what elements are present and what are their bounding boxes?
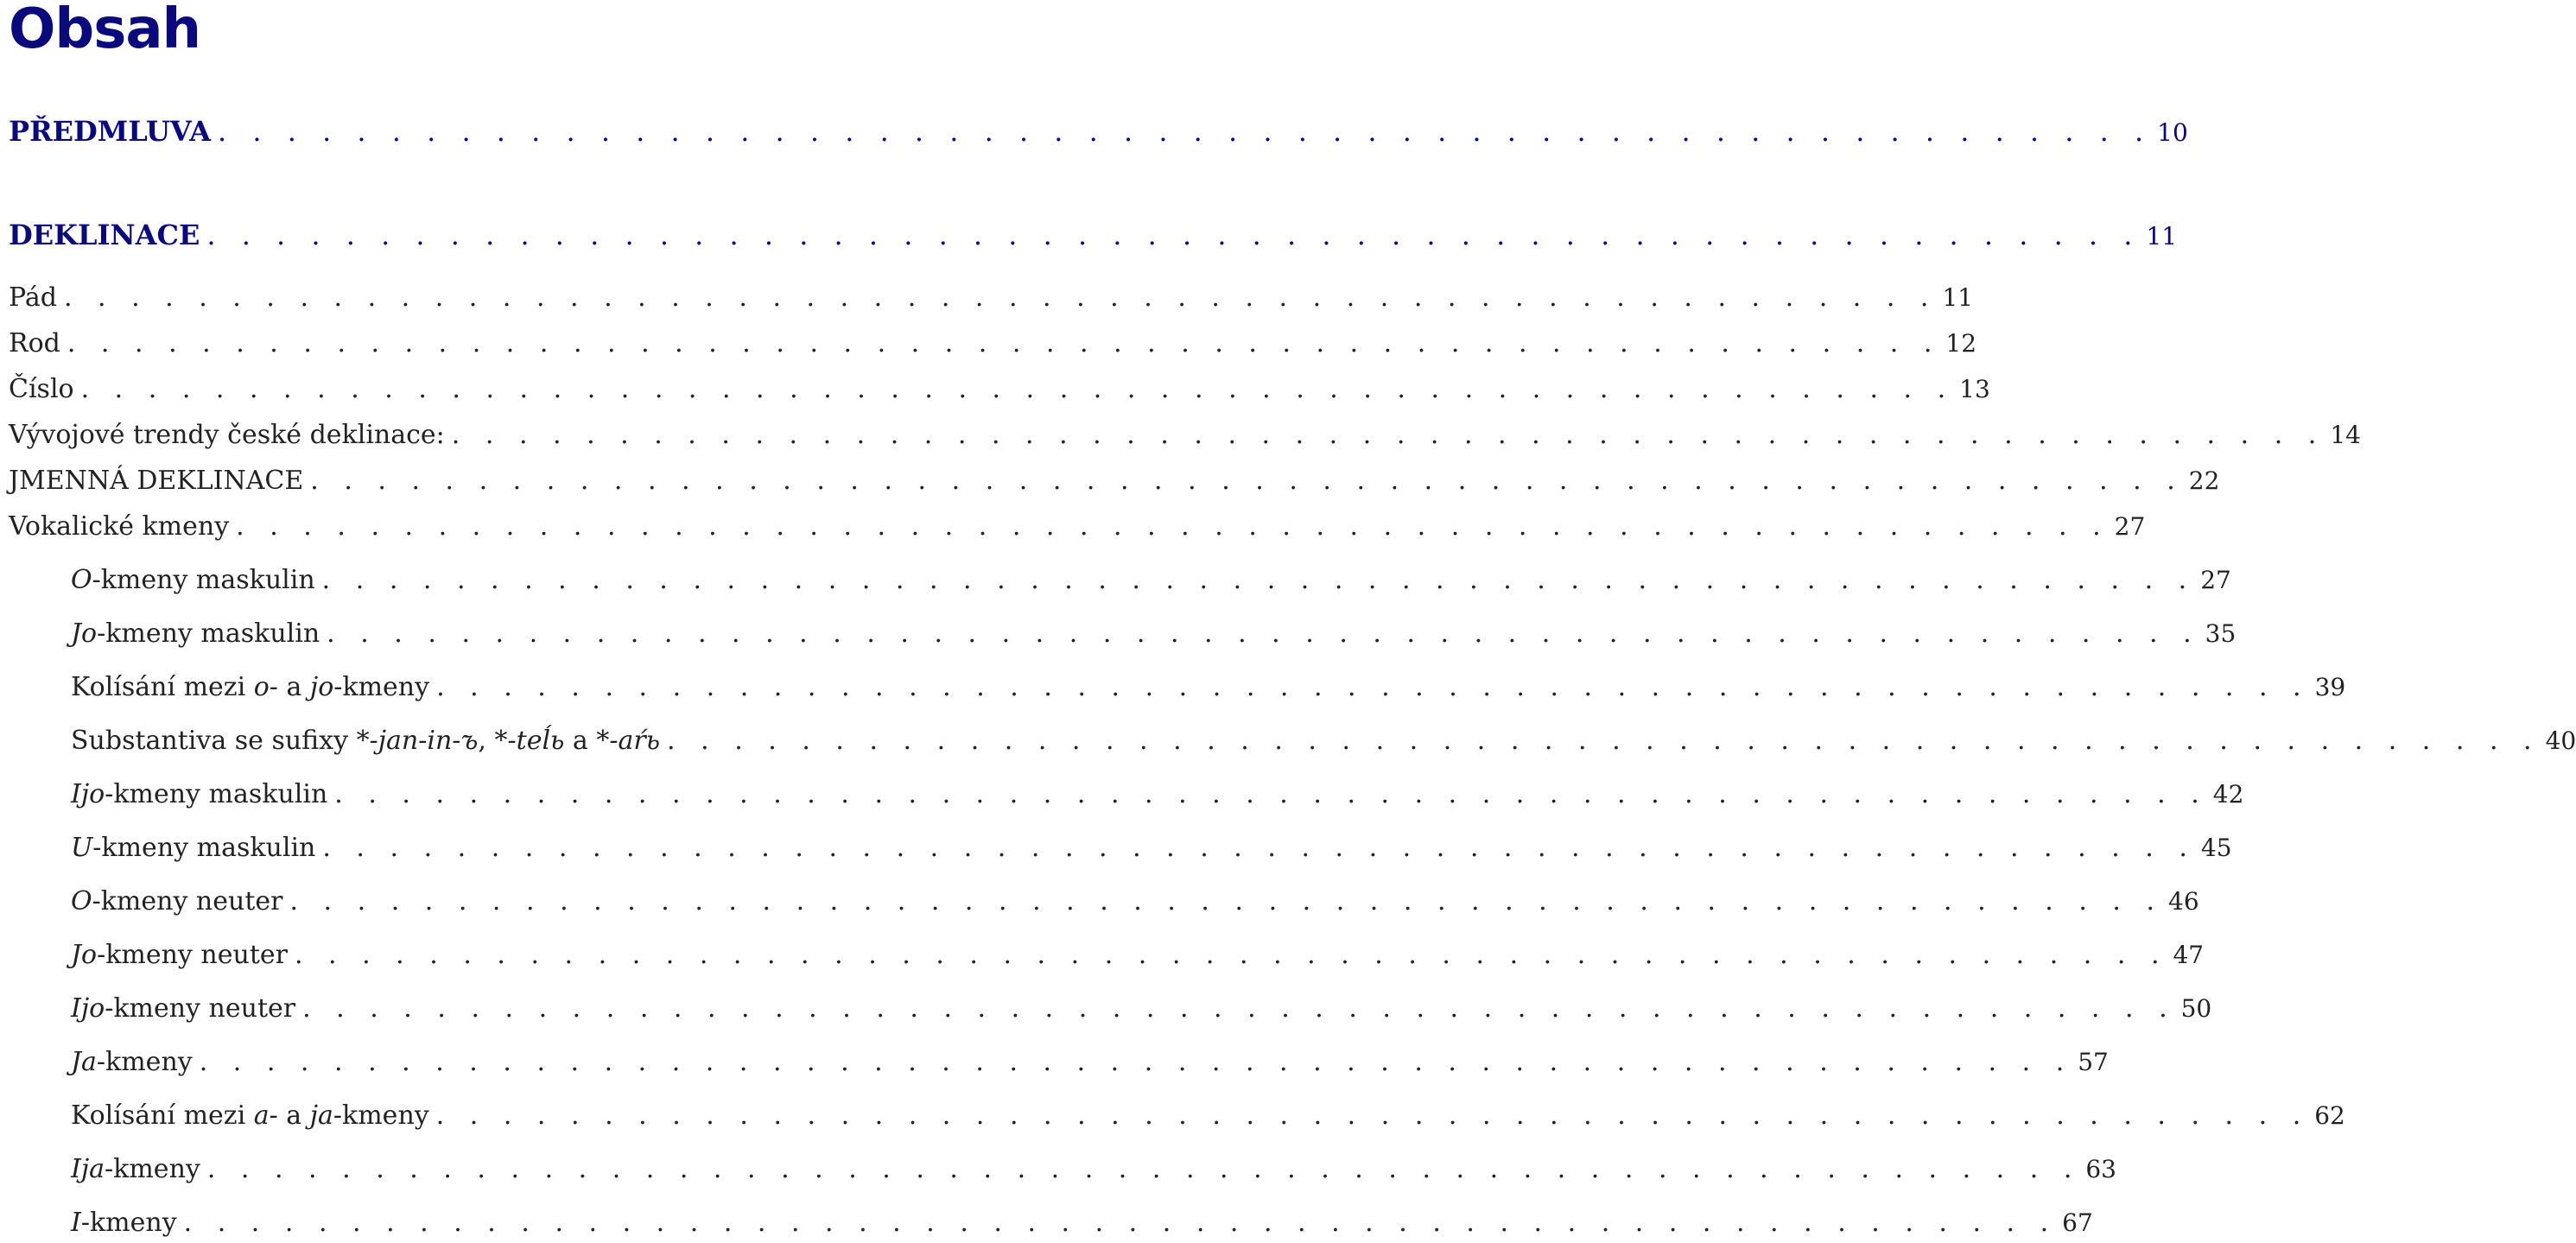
toc-leader: . . . . . . . . . . . . . . . . . . . . . . . . . . . . . . . . . . . . . . . . . . . . . . . . . . . . . . . .	[322, 833, 2196, 863]
toc-entry-ijo-kmeny-maskulin[interactable]	[71, 777, 2244, 812]
toc-label-text: Kolísání mezi	[71, 1100, 254, 1131]
toc-label-text: -kmeny neuter	[97, 940, 288, 970]
toc-page-number: 63	[2085, 1155, 2116, 1183]
toc-leader: . . . . . . . . . . . . . . . . . . . . . . . . . . . . . . . . . . . . . . . . . . . . . . . . . . . . . . . .	[199, 1047, 2073, 1077]
toc-label	[71, 1206, 177, 1240]
toc-leader: . . . . . . . . . . . . . . . . . . . . . . . . . . . . . . . . . . . . . . . . . . . . . . . . . . . . . . . .	[327, 618, 2200, 649]
toc-label-italic: I	[71, 1208, 81, 1238]
toc-label	[71, 992, 295, 1026]
toc-page-number: 45	[2200, 834, 2232, 862]
toc-label	[71, 938, 288, 973]
toc-entry-rod[interactable]	[9, 327, 1977, 361]
toc-label-text: -kmeny	[333, 672, 430, 702]
toc-label-text: -kmeny	[80, 1208, 177, 1238]
toc-label	[71, 563, 315, 598]
toc-label	[71, 1152, 200, 1187]
toc-label: PŘEDMLUVA	[9, 115, 212, 148]
toc-label-italic: Ijo	[71, 993, 105, 1024]
toc-page-number: 12	[1945, 329, 1977, 358]
toc-entry-kolisani-o-jo[interactable]	[71, 670, 2346, 705]
toc-entry-kolisani-a-ja[interactable]	[71, 1099, 2345, 1133]
toc-label	[71, 724, 660, 758]
toc-entry-pad[interactable]	[9, 281, 1974, 315]
toc-label-text: -kmeny	[105, 1154, 200, 1184]
toc-entry-o-kmeny-maskulin[interactable]	[71, 563, 2231, 598]
toc-leader: . . . . . . . . . . . . . . . . . . . . . . . . . . . . . . . . . . . . . . . . . . . . . . . . . . . . . . . .	[435, 1100, 2310, 1131]
toc-leader: . . . . . . . . . . . . . . . . . . . . . . . . . . . . . . . . . . . . . . . . . . . . . . . . . . . . . . . .	[63, 282, 1938, 313]
toc-label-italic: -aŕь	[609, 726, 661, 756]
toc-label	[71, 1099, 429, 1133]
toc-entry-jmenna-deklinace[interactable]	[9, 464, 2220, 498]
toc-label-text: Substantiva se sufixy *	[71, 726, 370, 756]
toc-label-italic: O	[71, 886, 92, 916]
toc-page-number: 22	[2188, 466, 2220, 495]
toc-page-number: 67	[2062, 1208, 2093, 1237]
toc-page-number: 57	[2078, 1048, 2109, 1076]
toc-label-text: -kmeny neuter	[105, 993, 296, 1024]
toc-label: DEKLINACE	[9, 219, 200, 251]
toc-label-text: -kmeny maskulin	[92, 565, 315, 595]
toc-label-text: - a	[269, 1100, 310, 1131]
toc-page-number: 10	[2157, 118, 2188, 147]
toc-label-text: -kmeny	[333, 1100, 429, 1131]
toc-label-italic: Ja	[71, 1047, 97, 1077]
toc-label: Pád	[9, 282, 57, 313]
toc-page-number: 62	[2314, 1101, 2345, 1130]
toc-label-text: -kmeny maskulin	[92, 833, 316, 863]
toc-leader: . . . . . . . . . . . . . . . . . . . . . . . . . . . . . . . . . . . . . . . . . . . . . . . . . . . . . . . .	[206, 1154, 2081, 1184]
toc-label-text: -kmeny maskulin	[97, 618, 320, 649]
toc-leader: . . . . . . . . . . . . . . . . . . . . . . . . . . . . . . . . . . . . . . . . . . . . . . . . . . . . . . . .	[334, 779, 2208, 809]
toc-label	[71, 831, 315, 866]
toc-label-text: , *	[478, 726, 508, 756]
toc-label-italic: Jo	[71, 940, 98, 970]
toc-leader: . . . . . . . . . . . . . . . . . . . . . . . . . . . . . . . . . . . . . . . . . . . . . . . . . . . . . . . .	[294, 940, 2168, 970]
toc-label-italic: Ijo	[71, 779, 105, 809]
toc-entry-substantiva-sufixy[interactable]	[71, 724, 2576, 758]
toc-leader: . . . . . . . . . . . . . . . . . . . . . . . . . . . . . . . . . . . . . . . . . . . . . . . . . . . . . . . .	[321, 565, 2196, 595]
toc-leader: . . . . . . . . . . . . . . . . . . . . . . . . . . . . . . . . . . . . . . . . . . . . . . . . . . . . . . . .	[67, 328, 1941, 358]
toc-label	[71, 1045, 193, 1080]
toc-label-italic: a	[253, 1100, 270, 1131]
toc-label-text: Kolísání mezi	[71, 672, 254, 702]
toc-leader: . . . . . . . . . . . . . . . . . . . . . . . . . . . . . . . . . . . . . . . . . . . . . . . . . . . . . . . .	[80, 374, 1955, 404]
toc-page-number: 27	[2114, 512, 2146, 541]
toc-label-italic: O	[71, 565, 92, 595]
toc-label-text: -kmeny neuter	[92, 886, 283, 916]
toc-entry-i-kmeny[interactable]	[71, 1206, 2093, 1240]
toc-label-italic: Ija	[71, 1154, 105, 1184]
toc-entry-predmluva[interactable]	[9, 114, 2188, 149]
toc-label: Vokalické kmeny	[9, 511, 230, 542]
toc-page-number: 50	[2180, 994, 2212, 1023]
toc-entry-jo-kmeny-neuter[interactable]	[71, 938, 2205, 973]
toc-page-number: 14	[2330, 421, 2361, 449]
toc-leader: . . . . . . . . . . . . . . . . . . . . . . . . . . . . . . . . . . . . . . . . . . . . . . . . . . . . . . . .	[451, 420, 2325, 450]
toc-page-number: 13	[1959, 375, 1990, 403]
toc-entry-ja-kmeny[interactable]	[71, 1045, 2109, 1080]
toc-label-text: - a	[269, 672, 310, 702]
toc-leader: . . . . . . . . . . . . . . . . . . . . . . . . . . . . . . . . . . . . . . . . . . . . . . . . . . . . . . . .	[206, 219, 2141, 251]
toc-label: JMENNÁ DEKLINACE	[9, 466, 304, 496]
toc-label	[71, 777, 327, 812]
toc-entry-ijo-kmeny-neuter[interactable]	[71, 992, 2212, 1026]
toc-label-italic: U	[71, 833, 93, 863]
toc-page-number: 47	[2173, 941, 2205, 969]
page-title: Obsah	[9, 0, 201, 61]
toc-page-number: 11	[2146, 222, 2178, 251]
toc-label	[71, 670, 429, 705]
toc-page-number: 11	[1942, 283, 1974, 312]
toc-entry-vokalicke-kmeny[interactable]	[9, 510, 2146, 544]
toc-leader: . . . . . . . . . . . . . . . . . . . . . . . . . . . . . . . . . . . . . . . . . . . . . . . . . . . . . . . .	[236, 511, 2110, 542]
toc-entry-u-kmeny-maskulin[interactable]	[71, 831, 2232, 866]
toc-entry-o-kmeny-neuter[interactable]	[71, 885, 2199, 919]
toc-leader: . . . . . . . . . . . . . . . . . . . . . . . . . . . . . . . . . . . . . . . . . . . . . . . . . . . . . . . .	[667, 726, 2541, 756]
toc-page-number: 27	[2200, 566, 2231, 594]
toc-entry-deklinace[interactable]	[9, 218, 2178, 252]
toc-label: Vývojové trendy české deklinace:	[9, 420, 445, 450]
toc-label-italic: -teĺь	[507, 726, 565, 756]
toc-label-text: a *	[564, 726, 610, 756]
toc-leader: . . . . . . . . . . . . . . . . . . . . . . . . . . . . . . . . . . . . . . . . . . . . . . . . . . . . . . . .	[289, 886, 2163, 916]
toc-label-italic: -jan-in-ъ	[369, 726, 479, 756]
toc-label	[71, 885, 282, 919]
toc-page-number: 40	[2545, 726, 2576, 755]
toc-leader: . . . . . . . . . . . . . . . . . . . . . . . . . . . . . . . . . . . . . . . . . . . . . . . . . . . . . . . .	[302, 993, 2176, 1024]
toc-label	[71, 617, 320, 651]
toc-entry-vyvojove-trendy[interactable]	[9, 418, 2361, 453]
toc-label-italic: jo	[309, 672, 334, 702]
toc-leader: . . . . . . . . . . . . . . . . . . . . . . . . . . . . . . . . . . . . . . . . . . . . . . . . . . . . . . . .	[183, 1208, 2058, 1238]
toc-leader: . . . . . . . . . . . . . . . . . . . . . . . . . . . . . . . . . . . . . . . . . . . . . . . . . . . . . . . .	[218, 115, 2153, 148]
toc-entry-cislo[interactable]	[9, 372, 1990, 407]
toc-label: Číslo	[9, 374, 74, 404]
toc-leader: . . . . . . . . . . . . . . . . . . . . . . . . . . . . . . . . . . . . . . . . . . . . . . . . . . . . . . . .	[310, 466, 2184, 496]
toc-leader: . . . . . . . . . . . . . . . . . . . . . . . . . . . . . . . . . . . . . . . . . . . . . . . . . . . . . . . .	[436, 672, 2310, 702]
toc-page-number: 39	[2314, 673, 2346, 701]
toc-label-italic: o	[253, 672, 270, 702]
toc-page-number: 46	[2168, 887, 2199, 916]
toc-label: Rod	[9, 328, 60, 358]
toc-entry-jo-kmeny-maskulin[interactable]	[71, 617, 2237, 651]
toc-label-text: -kmeny maskulin	[105, 779, 328, 809]
toc-page-number: 35	[2205, 619, 2237, 648]
toc-label-text: -kmeny	[96, 1047, 193, 1077]
toc-label-italic: ja	[309, 1100, 333, 1131]
toc-entry-ija-kmeny[interactable]	[71, 1152, 2116, 1187]
toc-label-italic: Jo	[71, 618, 98, 649]
toc-page-number: 42	[2212, 780, 2244, 809]
